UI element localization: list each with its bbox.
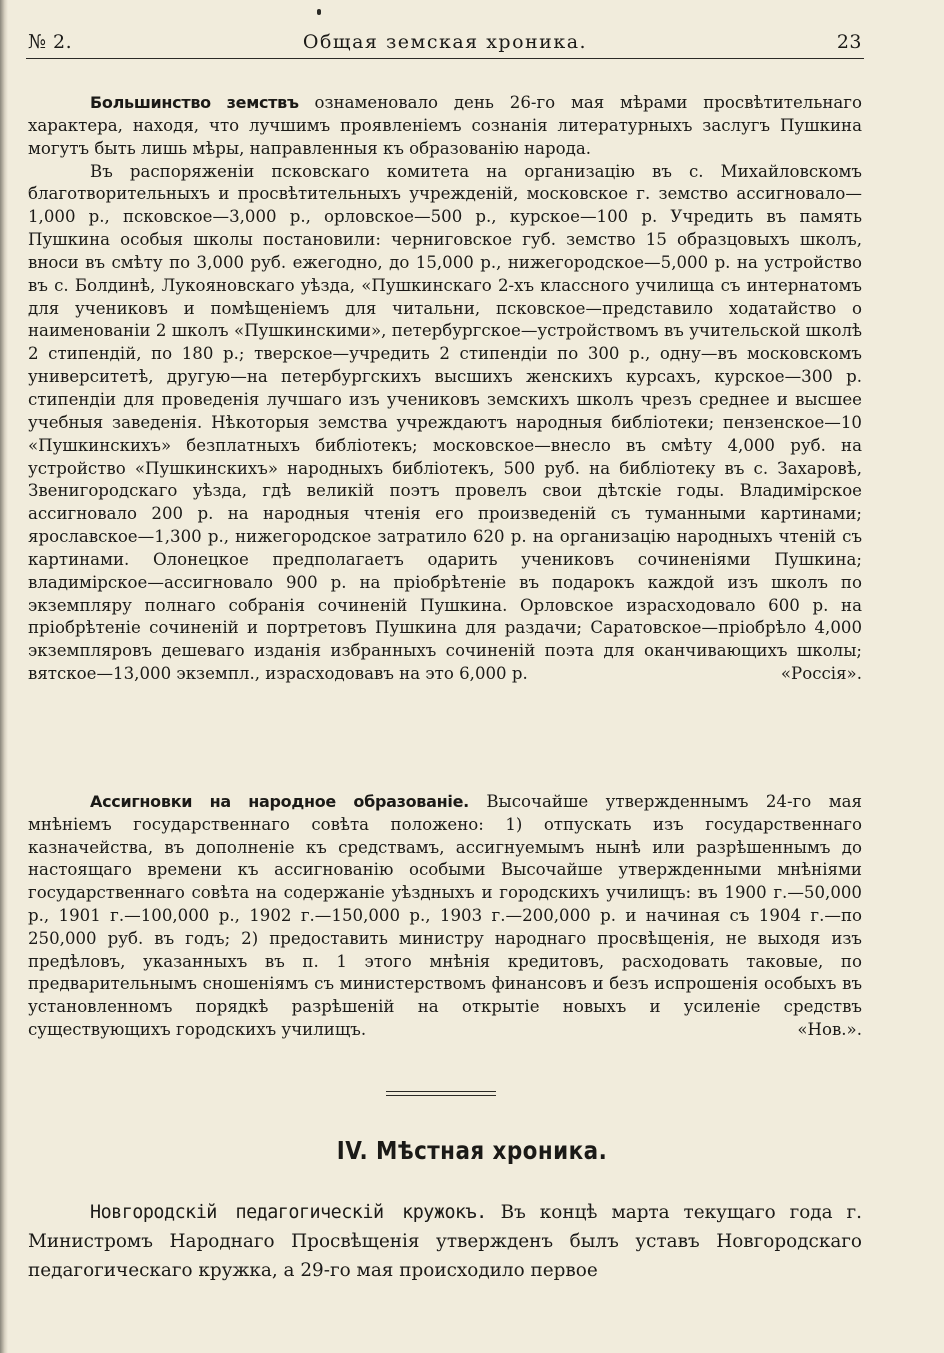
header-rule	[26, 58, 864, 59]
article-local	[28, 1198, 862, 1285]
article-pushkin	[28, 92, 862, 686]
article-pushkin-para2	[28, 161, 862, 686]
article-education-para	[28, 791, 862, 1042]
separator-rule-bottom	[386, 1095, 496, 1096]
page-number: 23	[836, 31, 862, 53]
section-title: IV. Мѣстная хроника.	[336, 1136, 608, 1165]
run-in-heading: Большинство земствъ	[90, 93, 299, 112]
ink-spot	[317, 9, 321, 15]
run-in-heading: Ассигновки на народное образованіе.	[90, 792, 469, 811]
separator-rule-top	[386, 1091, 496, 1092]
page-edge-shadow	[0, 0, 8, 1353]
paragraph-text: Въ концѣ марта текущаго года г. Министромъ Народнаго Просвѣщенія утвержденъ былъ уставъ Новгородскаго педагогическаго кружка, а 29-го мая происходило первое	[28, 1202, 862, 1281]
article-pushkin-para1	[28, 92, 862, 161]
issue-number: № 2.	[28, 31, 73, 53]
paragraph-text: ознаменовало день 26-го мая мѣрами просвѣтительнаго характера, находя, что лучшимъ проявленіемъ сознанія литературныхъ заслугъ Пушкина могутъ быть лишь мѣры, направленныя къ образованію народа.	[28, 93, 862, 158]
article-local-para	[28, 1198, 862, 1285]
source-attribution: «Нов.».	[797, 1019, 862, 1039]
paragraph-text: Въ распоряженіи псковскаго комитета на организацію въ с. Михайловскомъ благотворительныхъ и просвѣтительныхъ учрежденій, московское г. земство ассигновало—1,000 р., псковское—3,000 р., орловское—500 р., курское—100 р. Учредить въ память Пушкина особыя школы постановили: черниговское губ. земство 15 образцовыхъ школъ, вноси въ смѣту по 3,000 руб. ежегодно, до 15,000 р., нижегородское—5,000 р. на устройство въ с. Болдинѣ, Лукояновскаго уѣзда, «Пушкинскаго 2-хъ классного училища съ интернатомъ для учениковъ и помѣщеніемъ для читальни, псковское—представило ходатайство о наименованіи 2 школъ «Пушкинскими», петербургское—устройствомъ въ учительской школѣ 2 стипендій, по 180 р.; тверское—учредить 2 стипендіи по 300 р., одну—въ московскомъ университетѣ, другую—на петербургскихъ высшихъ женскихъ курсахъ, курское—300 р. стипендіи для проведенія лучшаго изъ учениковъ земскихъ школъ чрезъ среднее и высшее учебныя заведенія. Нѣкоторыя земства учреждаютъ народныя библіотеки; пензенское—10 «Пушкинскихъ» безплатныхъ библіотекъ; московское—внесло въ смѣту 4,000 руб. на устройство «Пушкинскихъ» народныхъ библіотекъ, 500 руб. на библіотеку въ с. Захаровѣ, Звенигородскаго уѣзда, гдѣ великій поэтъ провелъ свои дѣтскіе годы. Владимірское ассигновало 200 р. на народныя чтенія его произведеній съ туманными картинами; ярославское—1,300 р., нижегородское затратило 620 р. на организацію народныхъ чтеній съ картинами. Олонецкое предполагаетъ одарить учениковъ сочиненіями Пушкина; владимірское—ассигновало 900 р. на пріобрѣтеніе въ подарокъ каждой изъ школъ по экземпляру полнаго собранія сочиненій Пушкина. Орловское израсходовало 600 р. на пріобрѣтеніе сочиненій и портретовъ Пушкина для раздачи; Саратовское—пріобрѣло 4,000 экземпляровъ дешеваго изданія избранныхъ сочиненій поэта для оканчивающихъ школы; вятское—13,000 экземпл., израсходовавъ на это 6,000 р.	[28, 161, 862, 684]
run-in-heading: Новгородскій педагогическій кружокъ.	[90, 1202, 487, 1223]
article-education	[28, 791, 862, 1042]
running-title: Общая земская хроника.	[302, 31, 588, 53]
paragraph-text: Высочайше утвержденнымъ 24-го мая мнѣніемъ государственнаго совѣта положено: 1) отпускать изъ государственнаго казначейства, въ дополненіе къ средствамъ, ассигнуемымъ нынѣ или разрѣшеннымъ до настоящаго времени къ ассигнованію особыми Высочайше утвержденными мнѣніями государственнаго совѣта на содержаніе уѣздныхъ и городскихъ училищъ: въ 1900 г.—50,000 р., 1901 г.—100,000 р., 1902 г.—150,000 р., 1903 г.—200,000 р. и начиная съ 1904 г.—по 250,000 руб. въ годъ; 2) предоставить министру народнаго просвѣщенія, не выходя изъ предѣловъ, указанныхъ въ п. 1 этого мнѣнія кредитовъ, расходовать таковые, по предварительнымъ сношеніямъ съ министерствомъ финансовъ и безъ испрошенія особыхъ въ установленномъ порядкѣ разрѣшеній на открытіе новыхъ и усиленіе средствъ существующихъ городскихъ училищъ.	[28, 792, 862, 1039]
source-attribution: «Россія».	[780, 664, 862, 684]
